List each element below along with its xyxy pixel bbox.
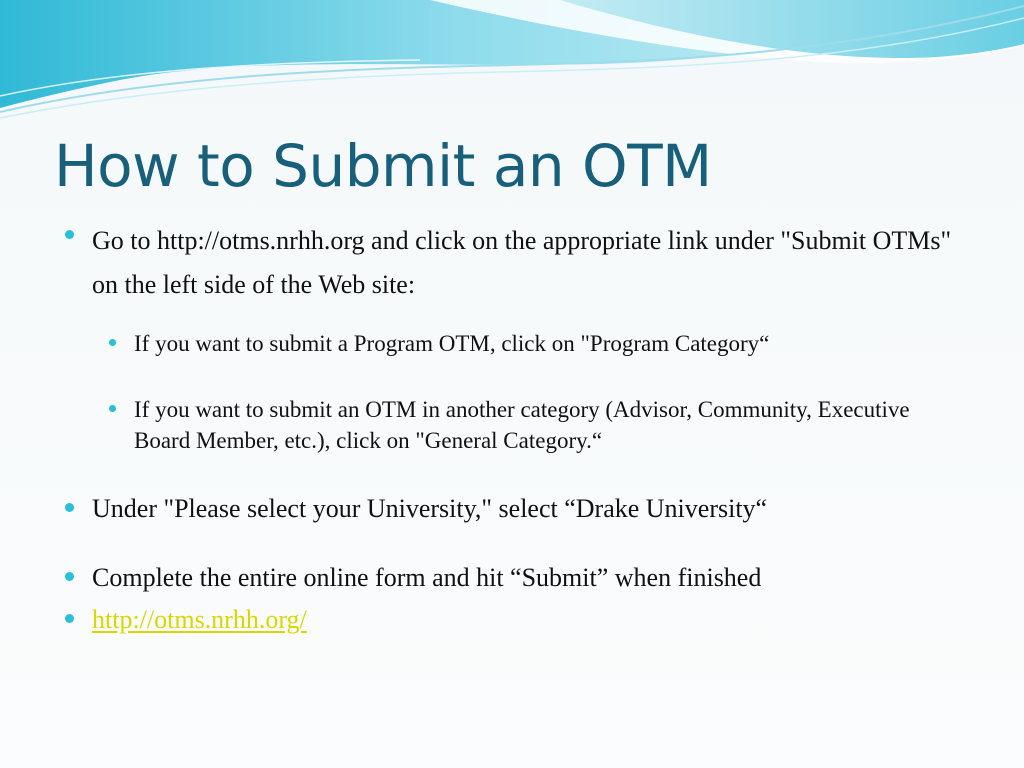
bullet-text: If you want to submit an OTM in another category (Advisor, Community, Executive Board Member, etc.), click on "General Category.“ xyxy=(134,397,910,453)
bullet-complete-form xyxy=(92,561,952,595)
bullet-text: If you want to submit a Program OTM, click on "Program Category“ xyxy=(134,331,770,356)
slide-title: How to Submit an OTM xyxy=(54,132,712,200)
bullet-dot-icon xyxy=(109,339,116,346)
bullet-select-university xyxy=(92,492,952,526)
bullet-dot-icon xyxy=(65,614,74,623)
bullet-link xyxy=(92,603,952,637)
otms-link[interactable]: http://otms.nrhh.org/ xyxy=(92,605,307,634)
bullet-text: Complete the entire online form and hit “Submit” when finished xyxy=(92,563,762,592)
subbullet-program-category xyxy=(134,328,954,359)
bullet-text: Under "Please select your University," select “Drake University“ xyxy=(92,494,768,523)
subbullet-general-category xyxy=(134,394,954,456)
bullet-text: Go to http://otms.nrhh.org and click on the appropriate link under "Submit OTMs" on the left side of the Web site: xyxy=(92,226,952,299)
bullet-dot-icon xyxy=(109,405,116,412)
bullet-dot-icon xyxy=(65,572,74,581)
bullet-dot-icon xyxy=(65,230,74,239)
bullet-dot-icon xyxy=(65,503,74,512)
bullet-go-to-site xyxy=(92,219,952,307)
decorative-wave-header xyxy=(0,0,1024,130)
